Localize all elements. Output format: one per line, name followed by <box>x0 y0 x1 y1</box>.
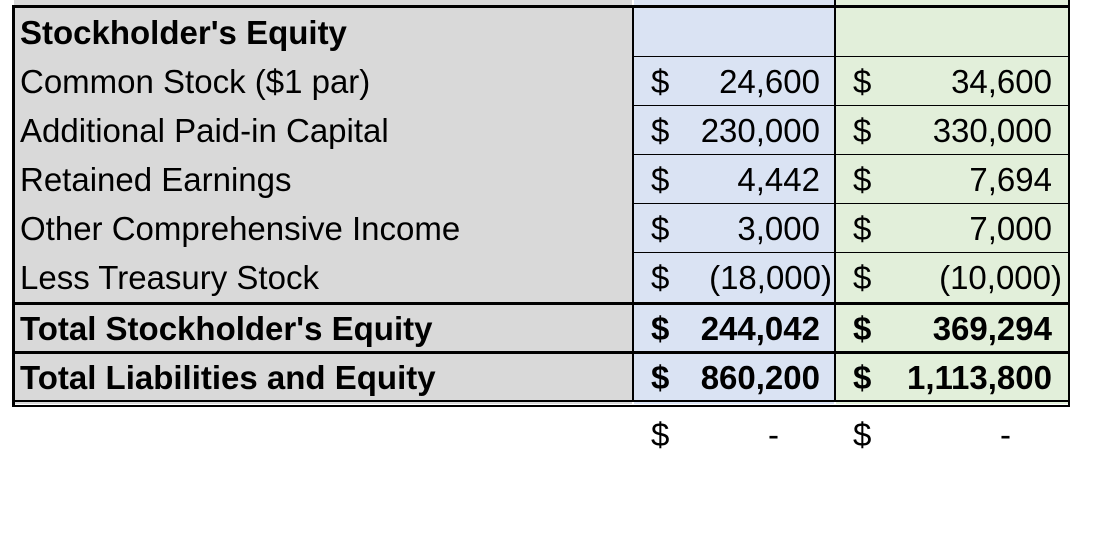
col-b-dollar: $ <box>853 310 872 347</box>
col-b-dollar: $ <box>853 259 872 296</box>
table-row <box>0 57 1110 106</box>
col-b-dollar: $ <box>853 63 872 100</box>
table-row <box>0 253 1110 302</box>
column-divider <box>834 0 836 402</box>
col-a-value-cell[interactable]: 24,600 <box>719 63 820 100</box>
double-underline-top <box>12 400 1070 402</box>
row-separator <box>632 105 1070 106</box>
row-separator <box>632 154 1070 155</box>
table-row <box>0 106 1110 155</box>
col-b-value-cell[interactable]: 7,000 <box>969 210 1052 247</box>
row-label-cell[interactable]: Less Treasury Stock <box>20 259 319 296</box>
col-a-value-cell[interactable]: (18,000) <box>709 259 832 296</box>
col-a-dollar: $ <box>651 259 670 296</box>
row-label-cell[interactable]: Common Stock ($1 par) <box>20 63 371 100</box>
table-row <box>0 155 1110 204</box>
section-header-cell[interactable]: Stockholder's Equity <box>20 14 347 51</box>
row-separator <box>632 203 1070 204</box>
table-row <box>0 204 1110 253</box>
col-b-dollar: $ <box>853 416 872 453</box>
left-border <box>12 5 15 407</box>
total-equity-label[interactable]: Total Stockholder's Equity <box>20 310 433 347</box>
col-a-total-liabilities-equity[interactable]: 860,200 <box>700 359 820 396</box>
col-a-dollar: $ <box>651 416 670 453</box>
total-separator <box>12 351 1070 354</box>
col-b-value-cell[interactable]: (10,000) <box>939 259 1062 296</box>
col-a-value-cell[interactable]: 230,000 <box>700 112 820 149</box>
col-a-dollar: $ <box>651 359 670 396</box>
col-a-check-value[interactable]: - <box>768 416 779 453</box>
col-a-dollar: $ <box>651 112 670 149</box>
col-b-dollar: $ <box>853 359 872 396</box>
header-separator <box>632 56 1070 57</box>
row-label-cell[interactable]: Retained Earnings <box>20 161 292 198</box>
col-b-check-value[interactable]: - <box>1000 416 1011 453</box>
double-underline-bottom <box>12 405 1070 407</box>
col-a-value-cell[interactable]: 4,442 <box>737 161 820 198</box>
column-divider <box>632 5 634 402</box>
total-liabilities-equity-label[interactable]: Total Liabilities and Equity <box>20 359 436 396</box>
col-a-dollar: $ <box>651 63 670 100</box>
col-b-value-cell[interactable]: 7,694 <box>969 161 1052 198</box>
total-liabilities-equity-row <box>0 353 1110 402</box>
col-b-dollar: $ <box>853 112 872 149</box>
col-a-dollar: $ <box>651 161 670 198</box>
col-b-value-cell[interactable]: 34,600 <box>951 63 1052 100</box>
check-row <box>0 410 1110 459</box>
row-separator <box>632 252 1070 253</box>
total-top-border <box>12 302 1070 305</box>
col-b-dollar: $ <box>853 210 872 247</box>
right-border <box>1068 0 1070 407</box>
col-b-total-liabilities-equity[interactable]: 1,113,800 <box>907 359 1052 396</box>
col-b-dollar: $ <box>853 161 872 198</box>
section-header-row <box>0 8 1110 57</box>
col-a-value-cell[interactable]: 3,000 <box>737 210 820 247</box>
total-equity-row <box>0 304 1110 353</box>
col-a-dollar: $ <box>651 210 670 247</box>
col-a-total-equity[interactable]: 244,042 <box>700 310 820 347</box>
col-b-total-equity[interactable]: 369,294 <box>932 310 1052 347</box>
row-label-cell[interactable]: Additional Paid-in Capital <box>20 112 389 149</box>
col-b-value-cell[interactable]: 330,000 <box>932 112 1052 149</box>
top-border <box>12 5 1070 8</box>
row-label-cell[interactable]: Other Comprehensive Income <box>20 210 461 247</box>
col-a-dollar: $ <box>651 310 670 347</box>
